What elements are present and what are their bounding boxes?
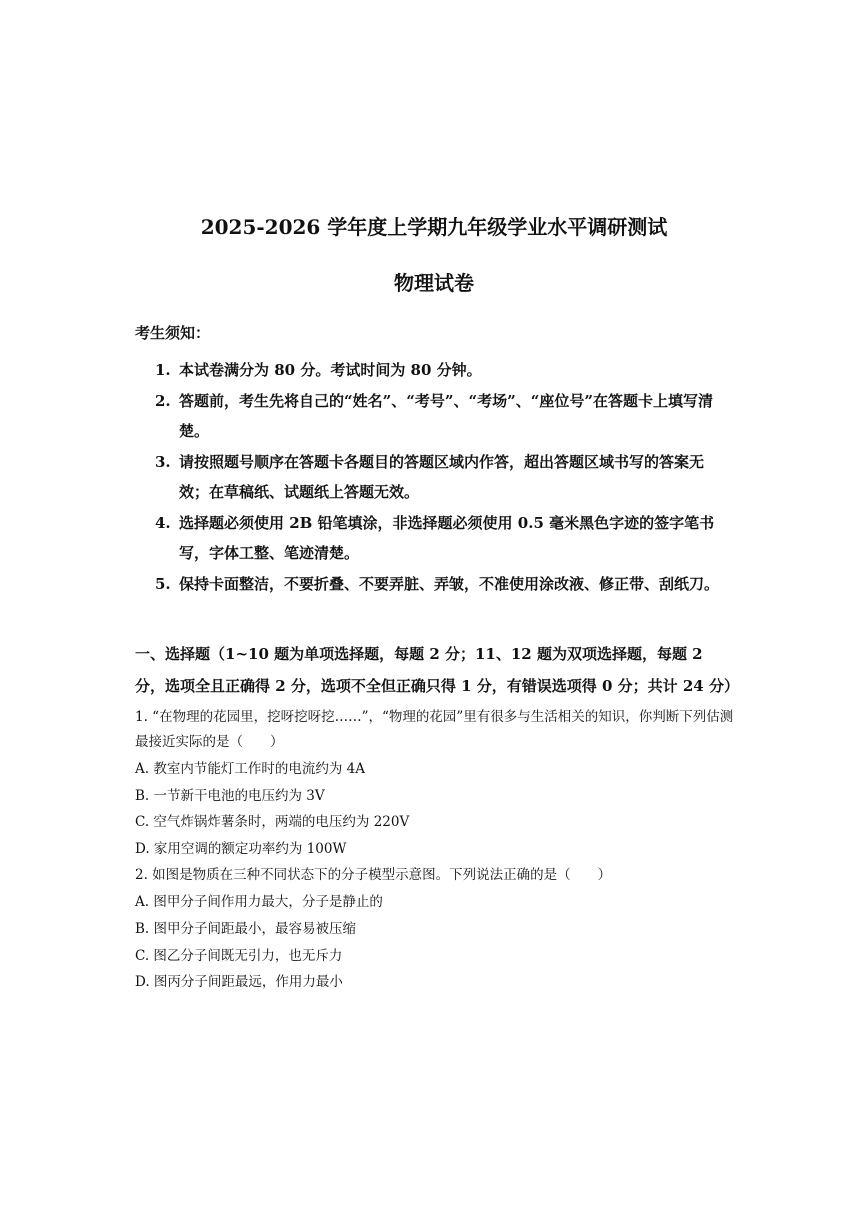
notice-list (155, 355, 733, 600)
notice-text: 选择题必须使用 2B 铅笔填涂，非选择题必须使用 0.5 毫米黑色字迹的签字笔书写，字体工整、笔迹清楚。 (179, 514, 715, 562)
notice-item (155, 447, 733, 507)
exam-subtitle: 物理试卷 (394, 271, 474, 295)
notice-text: 答题前，考生先将自己的“姓名”、“考号”、“考场”、“座位号”在答题卡上填写清楚。 (179, 392, 714, 440)
notice-number: 1. (155, 361, 171, 379)
question-stem: 2. 如图是物质在三种不同状态下的分子模型示意图。下列说法正确的是（ ） (135, 867, 612, 884)
option-a: A. 教室内节能灯工作时的电流约为 4A (135, 761, 365, 777)
notice-number: 5. (155, 575, 171, 593)
exam-title: 2025-2026 学年度上学期九年级学业水平调研测试 (200, 215, 668, 239)
notice-number: 3. (155, 453, 171, 471)
notice-item (155, 508, 733, 568)
notice-text: 请按照题号顺序在答题卡各题目的答题区域内作答，超出答题区域书写的答案无效；在草稿纸、试题纸上答题无效。 (179, 453, 705, 501)
option-d: D. 家用空调的额定功率约为 100W (135, 840, 347, 857)
question-list (135, 705, 735, 997)
option-b: B. 一节新干电池的电压约为 3V (135, 787, 325, 804)
notice-item (155, 386, 733, 446)
option-c: C. 空气炸锅炸薯条时，两端的电压约为 220V (135, 814, 410, 831)
notice-number: 2. (155, 392, 171, 410)
notice-text: 本试卷满分为 80 分。考试时间为 80 分钟。 (179, 361, 482, 379)
notice-text: 保持卡面整洁，不要折叠、不要弄脏、弄皱，不准使用涂改液、修正带、刮纸刀。 (179, 575, 720, 593)
notice-number: 4. (155, 514, 171, 532)
option-d: D. 图丙分子间距最远，作用力最小 (135, 974, 343, 991)
option-a: A. 图甲分子间作用力最大，分子是静止的 (135, 894, 383, 911)
question-stem: 1. “在物理的花园里，挖呀挖呀挖……”，“物理的花园”里有很多与生活相关的知识，你判断下列估测最接近实际的是（ ） (135, 709, 734, 750)
question-2 (135, 863, 735, 995)
option-c: C. 图乙分子间既无引力，也无斥力 (135, 947, 343, 964)
section-heading: 一、选择题（1~10 题为单项选择题，每题 2 分；11、12 题为双项选择题，每题 2 分，选项全且正确得 2 分，选项不全但正确只得 1 分，有错误选项得 0 分；共计 24 分） (135, 645, 739, 695)
question-1 (135, 705, 735, 862)
notice-heading: 考生须知： (135, 324, 211, 342)
notice-item (155, 569, 733, 599)
option-b: B. 图甲分子间距最小，最容易被压缩 (135, 920, 357, 937)
notice-item (155, 355, 733, 385)
